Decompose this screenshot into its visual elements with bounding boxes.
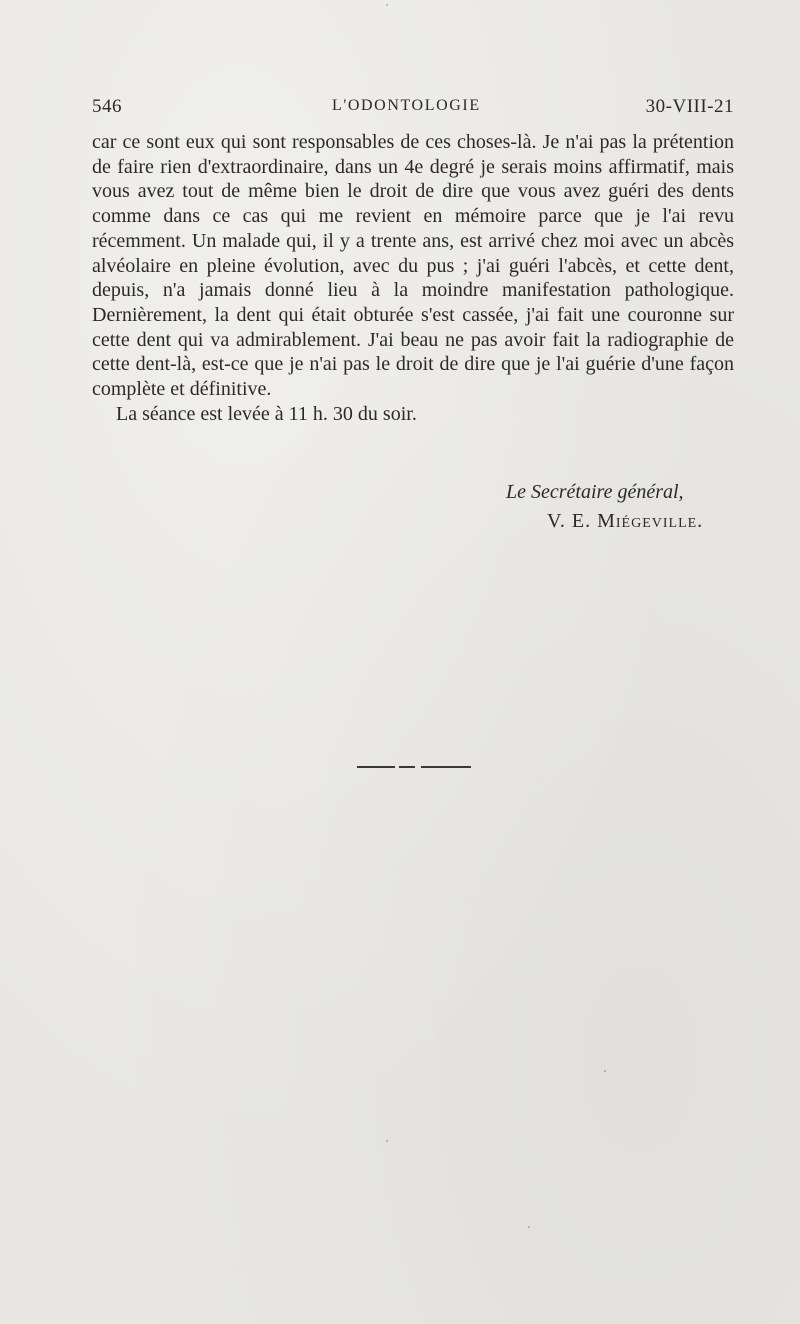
scan-speck xyxy=(528,1226,530,1228)
paragraph-discussion: car ce sont eux qui sont responsables de ces choses-là. Je n'ai pas la prétention de faire rien d'extraordinaire, dans un 4e degré je serais moins affirmatif, mais vous avez tout de même bien le droit de dire que vous avez guéri des dents comme dans ce cas qui me revient en mémoire parce que je l'ai revu récemment. Un malade qui, il y a trente ans, est arrivé chez moi avec un abcès alvéolaire en pleine évolution, avec du pus ; j'ai guéri l'abcès, et cette dent, depuis, n'a jamais donné lieu à la moindre manifestation pathologique. Dernièrement, la dent qui était obturée s'est cassée, j'ai fait une couronne sur cette dent qui va admirablement. J'ai beau ne pas avoir fait la radiographie de cette dent-là, est-ce que je n'ai pas le droit de dire que je l'ai guérie d'une façon complète et définitive. xyxy=(92,131,734,401)
journal-title: L'ODONTOLOGIE xyxy=(332,97,481,114)
scan-speck xyxy=(386,4,388,6)
end-rule-divider xyxy=(357,766,471,768)
paragraph-closing: La séance est levée à 11 h. 30 du soir. xyxy=(116,402,417,425)
scan-speck xyxy=(386,1140,388,1142)
signature-name: V. E. Miégeville. xyxy=(547,510,704,532)
issue-date: 30-VIII-21 xyxy=(645,96,734,117)
page-number: 546 xyxy=(92,96,122,117)
scan-speck xyxy=(604,1070,606,1072)
running-head xyxy=(92,96,734,126)
signature-role: Le Secrétaire général, xyxy=(506,481,684,503)
body-text xyxy=(92,130,734,426)
scan-speck xyxy=(512,484,514,486)
